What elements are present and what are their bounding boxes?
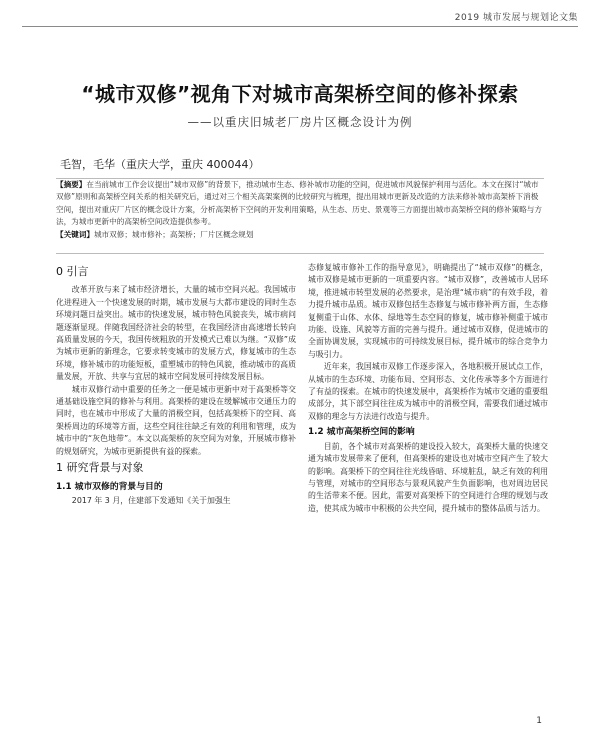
abstract-text: 在当前城市工作会议提出“城市双修”的背景下，推动城市生态、修补城市功能的空间，促进城市风貌保护利用与活化。本文在探讨“城市双修”原则和高架桥空间关系的相关研究后，通过对三个相关高架案例的比较研究与梳理，提出用城市更新及改造的方法来修补城市高架桥下消极空间，提出对重庆厂片区的概念设计方案，分析高架桥下空间的开发利用策略，从生态、历史、景观等三方面提出城市高架桥空间的修补策略与方法，为城市更新中的高架桥空间改造提供参考。 [56, 180, 542, 226]
page-number: 1 [536, 716, 542, 726]
page-header [0, 0, 600, 44]
journal-header: 2019 城市发展与规划论文集 [454, 13, 578, 23]
section-1-heading: 1 研究背景与对象 [56, 461, 144, 475]
section-1-1-heading: 1.1 城市双修的背景与目的 [56, 481, 163, 492]
paper-title: “城市双修”视角下对城市高架桥空间的修补探索 [81, 82, 519, 106]
paper-subtitle: ——以重庆旧城老厂房片区概念设计为例 [187, 115, 413, 129]
intro-paragraph-2: 城市双修行动中重要的任务之一便是城市更新中对于高架桥等交通基础设施空间的修补与利用。高架桥的建设在缓解城市交通压力的同时，也在城市中形成了大量的消极空间，包括高架桥下的空间、高架桥周边的环境等方面，这些空间往往缺乏有效的利用和管理，成为城市中的“灰色地带”。本文以高架桥的灰空间为对象，开展城市修补的规划研究，为城市更新提供有益的探索。 [56, 384, 296, 456]
section-1-1-paragraph-2: 近年来，我国城市双修工作逐步深入，各地积极开展试点工作，从城市的生态环境、功能布局、空间形态、文化传承等多个方面进行了有益的探索。在城市的快速发展中，高架桥作为城市交通的重要组成部分，其下部空间往往成为城市中的消极空间，需要我们通过城市双修的理念与方法进行改造与提升。 [308, 362, 548, 421]
keywords-label: 【关键词】 [56, 230, 94, 240]
left-column [56, 262, 296, 724]
keywords-line [56, 229, 544, 241]
section-1-2-heading: 1.2 城市高架桥空间的影响 [308, 427, 415, 438]
abstract-label: 【摘要】 [56, 180, 87, 189]
header-divider [22, 26, 578, 27]
section-1-1-paragraph: 2017 年 3 月，住建部下发通知《关于加强生 [71, 495, 231, 505]
right-column [308, 262, 548, 724]
keywords-text: 城市双修；城市修补；高架桥；厂片区概念规划 [93, 230, 254, 240]
abstract-block [56, 178, 544, 254]
section-1-1-continued: 态修复城市修补工作的指导意见》，明确提出了“城市双修”的概念，城市双修是城市更新的一项重要内容。“城市双修”，改善城市人居环境，推进城市转型发展的必然要求，是治理“城市病”的有效手段，着力提升城市品质。城市双修包括生态修复与城市修补两方面，生态修复侧重于山体、水体、绿地等生态空间的修复，城市修补侧重于城市功能、设施、风貌等方面的完善与提升。通过城市双修，促进城市的全面协调发展，实现城市的可持续发展目标，提升城市的综合竞争力与吸引力。 [308, 263, 548, 359]
intro-paragraph-1: 改革开放与来了城市经济增长，大量的城市空间兴起。我国城市化进程进入一个快速发展的时期，城市发展与大都市建设的同时生态环境问题日益突出。城市的快速发展，城市特色风貌丧失，城市病问题逐渐显现。伴随我国经济社会的转型，在我国经济由高速增长转向高质量发展的今天，我国传统粗放的开发模式已难以为继。“双修”成为城市更新的新理念，它要求转变城市的发展方式，修复城市的生态环境，修补城市的功能短板，重塑城市的特色风貌，推动城市的高质量发展，开放、共享与宜居的城市空间发展可持续发展目标。 [56, 285, 296, 382]
authors-line: 毛智，毛华（重庆大学，重庆 400044） [60, 158, 260, 171]
intro-heading: 0 引言 [56, 265, 89, 278]
section-1-2-paragraph: 目前，各个城市对高架桥的建设投入较大，高架桥大量的快速交通为城市发展带来了便利，但高架桥的建设也对城市空间产生了较大的影响。高架桥下的空间往往光线昏暗、环境脏乱，缺乏有效的利用与管理，对城市的空间形态与景观风貌产生负面影响，也对周边居民的生活带来不便。因此，需要对高架桥下的空间进行合理的规划与改造，使其成为城市中积极的公共空间，提升城市的整体品质与活力。 [308, 441, 548, 513]
